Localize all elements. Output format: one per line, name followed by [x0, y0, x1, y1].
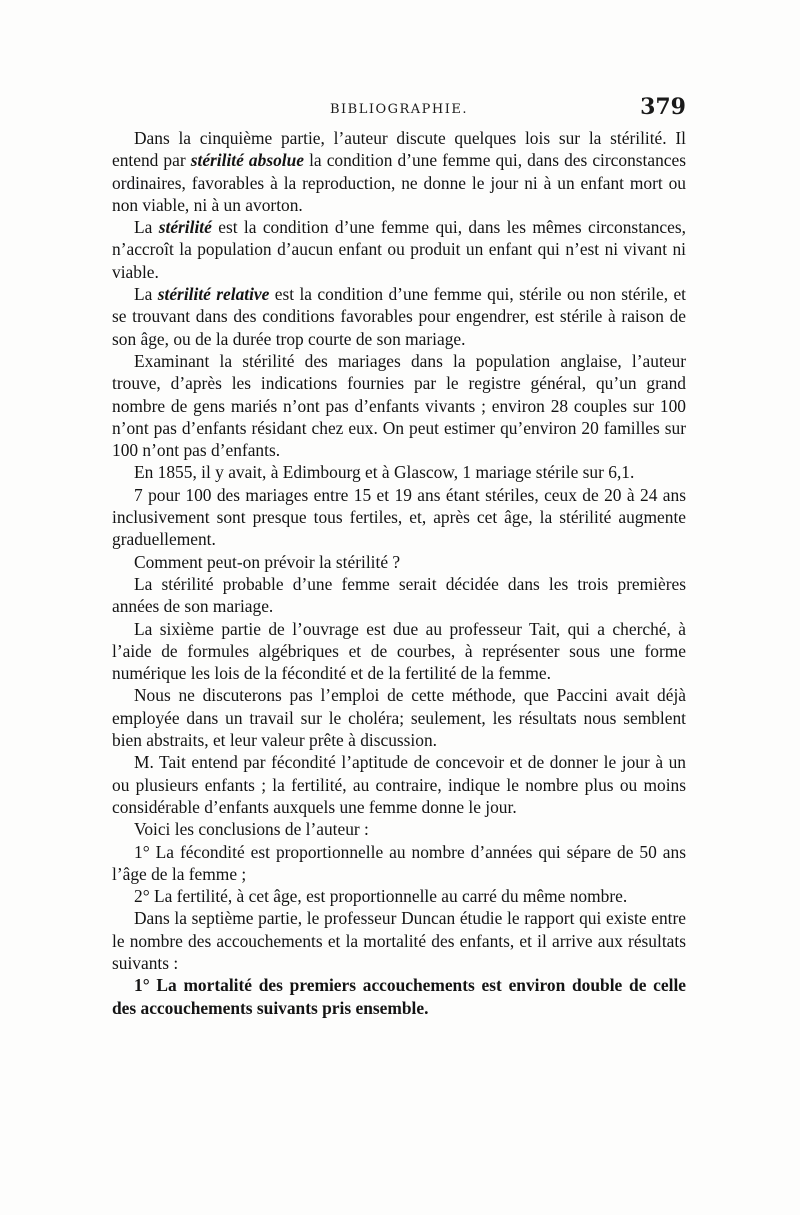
- emphasis: stérilité absolue: [190, 150, 304, 171]
- paragraph: 2° La fertilité, à cet âge, est proportionnelle au carré du même nombre.: [134, 886, 628, 907]
- page-number: 379: [640, 94, 686, 120]
- paragraph: La sixième partie de l’ouvrage est due au professeur Tait, qui a cherché, à l’aide de formules algébriques et de courbes, à représenter sous une forme numérique les lois de la fécondité et de la fertilité de la femme.: [112, 618, 686, 684]
- emphasis: stérilité: [158, 217, 212, 238]
- body-text: [112, 127, 686, 1019]
- paragraph: La stérilité probable d’une femme serait décidée dans les trois premières années de son mariage.: [112, 573, 686, 617]
- paragraph: M. Tait entend par fécondité l’aptitude de concevoir et de donner le jour à un ou plusieurs enfants ; la fertilité, au contraire, indique le nombre plus ou moins considérable d’enfants auxquels une femme donne le jour.: [112, 752, 686, 817]
- paragraph: Voici les conclusions de l’auteur :: [134, 819, 369, 840]
- paragraph: 1° La fécondité est proportionnelle au nombre d’années qui sépare de 50 ans l’âge de la femme ;: [112, 841, 686, 884]
- page-header: [112, 96, 686, 122]
- paragraph: Nous ne discuterons pas l’emploi de cette méthode, que Paccini avait déjà employée dans un travail sur le choléra; seulement, les résultats nous semblent bien abstraits, et leur valeur prête à discussion.: [112, 685, 686, 751]
- paragraph: La stérilité relative est la condition d’une femme qui, stérile ou non stérile, et se trouvant dans des conditions favorables pour engendrer, est stérile à raison de son âge, ou de la durée trop courte de son mariage.: [112, 284, 686, 349]
- paragraph: En 1855, il y avait, à Edimbourg et à Glascow, 1 mariage stérile sur 6,1.: [134, 462, 635, 483]
- paragraph: Dans la cinquième partie, l’auteur discute quelques lois sur la stérilité. Il entend par stérilité absolue la condition d’une femme qui, dans des circonstances ordinaires, favorables à la reproduction, ne donne le jour ni à un enfant mort ou non viable, ni à un avorton.: [112, 128, 686, 215]
- paragraph: 7 pour 100 des mariages entre 15 et 19 ans étant stériles, ceux de 20 à 24 ans inclusivement sont presque tous fertiles, et, après cet âge, la stérilité augmente graduellement.: [112, 484, 686, 550]
- paragraph: Examinant la stérilité des mariages dans la population anglaise, l’auteur trouve, d’après les indications fournies par le registre général, qu’un grand nombre de gens mariés n’ont pas d’enfants vivants ; environ 28 couples sur 100 n’ont pas d’enfants résidant chez eux. On peut estimer qu’environ 20 familles sur 100 n’ont pas d’enfants.: [112, 350, 686, 461]
- emphasis: stérilité relative: [157, 284, 270, 305]
- running-title: BIBLIOGRAPHIE.: [329, 102, 469, 117]
- paragraph: 1° La mortalité des premiers accouchements est environ double de celle des accouchements suivants pris ensemble.: [112, 975, 686, 1018]
- paragraph: Dans la septième partie, le professeur Duncan étudie le rapport qui existe entre le nombre des accouchements et la mortalité des enfants, et il arrive aux résultats suivants :: [112, 908, 686, 973]
- paragraph: Comment peut-on prévoir la stérilité ?: [134, 551, 401, 572]
- paragraph: La stérilité est la condition d’une femme qui, dans les mêmes circonstances, n’accroît la population d’aucun enfant ou produit un enfant qui n’est ni vivant ni viable.: [112, 217, 686, 282]
